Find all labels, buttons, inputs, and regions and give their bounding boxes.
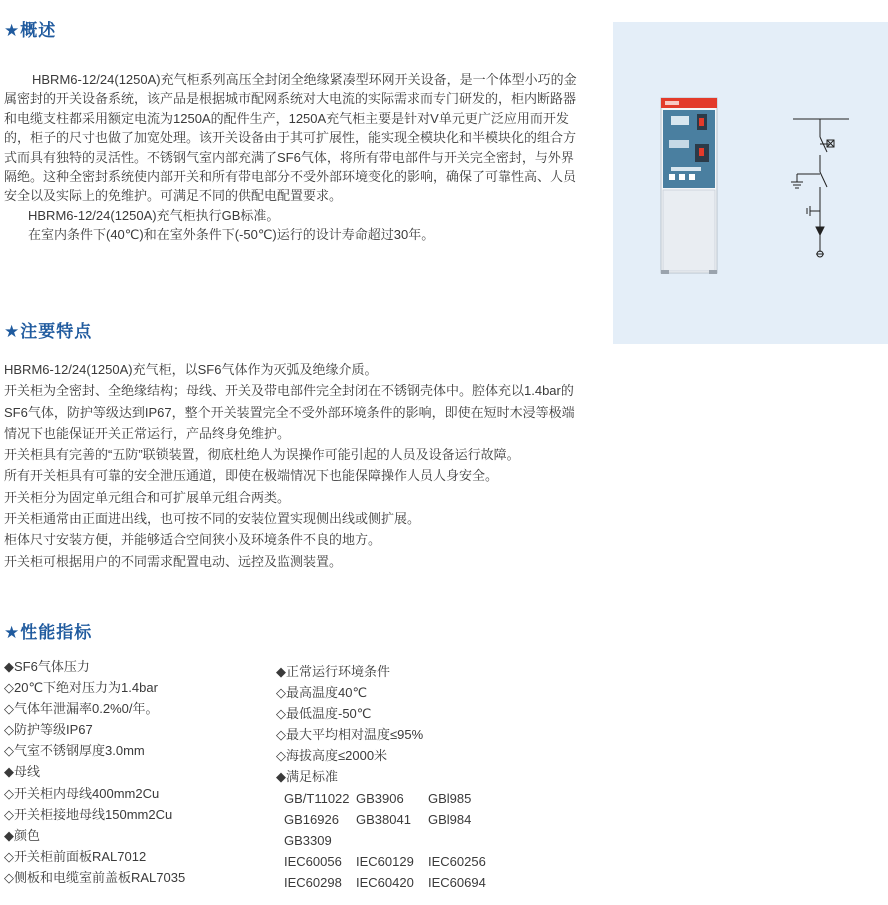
spec-item: ◇开关柜前面板RAL7012 [4,848,147,864]
feature-item: 柜体尺寸安装方便，并能够适合空间狭小及环境条件不良的地方。 [4,532,382,548]
spec-item: ◇气体年泄漏率0.2%0/年。 [4,701,159,717]
overview-line: 和电缆支柱都采用额定电流为1250A的配件生产，1250A充气柜主要是针对V单元更广泛应用而开发 [4,110,569,126]
feature-item: SF6气体，防护等级达到IP67，整个开关装置完全不受外部环境条件的影响，即使在短时木浸等极端 [4,404,575,420]
standard-code: IEC60129 [356,853,414,869]
spec-item: ◇最大平均相对温度≤95% [276,727,424,743]
spec-item: ◆颜色 [4,827,40,843]
single-line-diagram [791,119,849,257]
overview-line: 式而具有独特的灵活性。不锈钢气室内部充满了SF6气体，将所有带电部件与开关完全密封，与外界 [4,149,574,165]
standard-code: IEC60694 [428,874,486,890]
overview-line: HBRM6-12/24(1250A)充气柜执行GB标准。 [28,207,280,223]
spec-list-right [276,661,556,893]
product-figure-panel [613,22,888,344]
standard-code: GBl985 [428,790,472,806]
feature-item: 开关柜可根据用户的不同需求配置电动、远控及监测装置。 [4,553,343,569]
spec-item: ◇开关柜内母线400mm2Cu [4,785,160,801]
standard-code: IEC60256 [428,853,486,869]
standards-row [276,872,556,893]
spec-item: ◆正常运行环境条件 [276,664,390,679]
feature-item: HBRM6-12/24(1250A)充气柜，以SF6气体作为灭弧及绝缘介质。 [4,362,378,377]
overview-line: 的，柜子的尺寸也做了加宽处理。该开关设备由于其可扩展性，能实现全模块化和半模块化的组合方 [4,130,577,146]
standard-code: IEC60298 [284,874,342,890]
feature-item: 开关柜具有完善的“五防”联锁装置，彻底杜绝人为误操作可能引起的人员及设备运行故障。 [4,447,520,463]
spec-item: ◆SF6气体压力 [4,659,90,674]
switchgear-cabinet-image [661,98,717,274]
overview-line: HBRM6-12/24(1250A)充气柜系列高压全封闭全绝缘紧凑型环网开关设备，是一个体型小巧的金 [32,72,577,87]
standards-row [276,788,556,809]
standard-code: IEC60420 [356,874,414,890]
standard-code: GBl984 [428,811,472,827]
features-title: ★注要特点 [4,322,93,341]
standard-code: GB3906 [356,790,404,806]
spec-item: ◇最低温度-50℃ [276,706,372,722]
spec-item: ◇海拔高度≤2000米 [276,748,388,764]
overview-line: 隔绝。这种全密封系统使内部开关和所有带电部分不受外部环境变化的影响，确保了可靠性高、人员 [4,169,577,185]
standards-row [276,830,556,851]
features-list [4,359,604,572]
standards-row [276,851,556,872]
overview-title: ★概述 [4,21,57,40]
spec-list-left [4,656,244,888]
spec-item: ◆满足标准 [276,769,338,785]
standard-code: GB16926 [284,811,339,827]
feature-item: 所有开关柜具有可靠的安全泄压通道，即使在极端情况下也能保障操作人员人身安全。 [4,468,499,484]
feature-item: 情况下也能保证开关正常运行，产品终身免维护。 [4,425,291,441]
spec-item: ◇侧板和电缆室前盖板RAL7035 [4,869,186,885]
specs-title: ★性能指标 [4,623,93,642]
standard-code: GB/T11022 [284,790,350,806]
spec-item: ◇20℃下绝对压力为1.4bar [4,680,158,696]
overview-line: 在室内条件下(40℃)和在室外条件下(-50℃)运行的设计寿命超过30年。 [28,227,435,243]
spec-item: ◇开关柜接地母线150mm2Cu [4,806,173,822]
feature-item: 开关柜通常由正面进出线，也可按不同的安装位置实现侧出线或侧扩展。 [4,511,421,527]
feature-item: 开关柜为全密封、全绝缘结构；母线、开关及带电部件完全封闭在不锈钢壳体中。腔体充以1.4bar的 [4,383,574,399]
spec-item: ◆母线 [4,764,40,780]
spec-item: ◇防护等级IP67 [4,722,93,738]
standards-row [276,809,556,830]
standard-code: IEC60056 [284,853,342,869]
standard-code: GB3309 [284,832,332,848]
feature-item: 开关柜分为固定单元组合和可扩展单元组合两类。 [4,489,291,505]
standard-code [356,830,428,851]
standard-code: GB38041 [356,811,411,827]
spec-item: ◇气室不锈钢厚度3.0mm [4,743,145,759]
switchgear-illustration [613,22,888,344]
overview-line: 安全以及实际上的免维护。可满足不同的供配电配置要求。 [4,188,343,204]
overview-line: 属密封的开关设备系统，该产品是根据城市配网系统对大电流的实际需求而专门研发的，柜内断路器 [4,91,577,107]
overview-body [4,70,589,245]
spec-item: ◇最高温度40℃ [276,685,368,701]
